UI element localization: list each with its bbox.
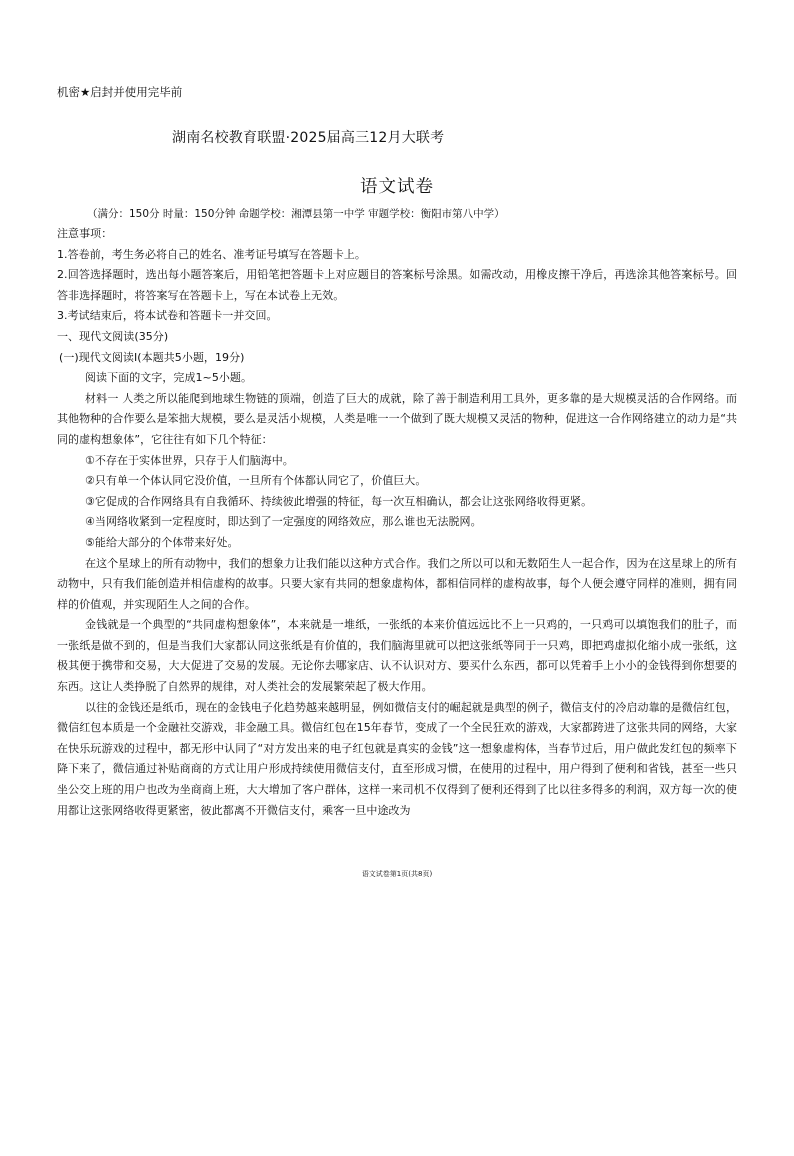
part1-heading: 一、现代文阅读(35分)	[57, 329, 169, 343]
note-item-3: 3.考试结束后，将本试卷和答题卡一并交回。	[57, 309, 278, 323]
subject-title: 语文试卷	[360, 177, 434, 197]
note-item-1: 1.答卷前，考生务必将自己的姓名、准考证号填写在答题卡上。	[57, 247, 366, 261]
notes-heading: 注意事项：	[57, 227, 113, 240]
exam-info: （满分：150分 时量：150分钟 命题学校：湘潭县第一中学 审题学校：衡阳市第八中学）	[87, 208, 505, 220]
exam-body	[57, 224, 737, 821]
page-footer: 语文试卷第1页(共8页)	[361, 870, 433, 878]
feature-item-4: ④当网络收紧到一定程度时，即达到了一定强度的网络效应，那么谁也无法脱网。	[85, 515, 482, 529]
exam-title: 湖南名校教育联盟·2025届高三12月大联考	[172, 130, 445, 146]
feature-item-1: ①不存在于实体世界，只存于人们脑海中。	[85, 453, 294, 467]
feature-item-2: ②只有单一个体认同它没价值，一旦所有个体都认同它了，价值巨大。	[85, 474, 427, 488]
section-subheading: (一)现代文阅读Ⅰ(本题共5小题，19分)	[59, 350, 245, 364]
feature-item-3: ③它促成的合作网络具有自我循环、持续彼此增强的特征，每一次互相确认，都会让这张网络收得更紧。	[85, 494, 593, 508]
material-paragraph-1: 材料一 人类之所以能爬到地球生物链的顶端，创造了巨大的成就，除了善于制造利用工具外，更多靠的是大规模灵活的合作网络。而其他物种的合作要么是笨拙大规模，要么是灵活小规模，人类是唯一一个做到了既大规模又灵活的物种，促进这一合作网络建立的动力是“共同的虚构想象体”，它往往有如下几个特征：	[57, 391, 737, 446]
note-item-2: 2.回答选择题时，选出每小题答案后，用铅笔把答题卡上对应题目的答案标号涂黑。如需改动，用橡皮擦干净后，再选涂其他答案标号。回答非选择题时，将答案写在答题卡上，写在本试卷上无效。	[57, 268, 737, 302]
reading-instruction: 阅读下面的文字，完成1~5小题。	[85, 371, 253, 385]
material-paragraph-2: 在这个星球上的所有动物中，我们的想象力让我们能以这种方式合作。我们之所以可以和无数陌生人一起合作，因为在这星球上的所有动物中，只有我们能创造并相信虚构的故事。只要大家有共同的想象虚构体，都相信同样的虚构故事，每个人便会遵守同样的准则，拥有同样的价值观，并实现陌生人之间的合作。	[57, 556, 737, 611]
material-paragraph-3: 金钱就是一个典型的“共同虚构想象体”，本来就是一堆纸，一张纸的本来价值远远比不上一只鸡的，一只鸡可以填饱我们的肚子，而一张纸是做不到的，但是当我们大家都认同这张纸是有价值的，我们脑海里就可以把这张纸等同于一只鸡，即把鸡虚拟化缩小成一张纸，这极其便于携带和交易，大大促进了交易的发展。无论你去哪家店、认不认识对方、要买什么东西，都可以凭着手上小小的金钱得到你想要的东西。这让人类挣脱了自然界的规律，对人类社会的发展繁荣起了极大作用。	[57, 618, 737, 694]
material-paragraph-4: 以往的金钱还是纸币，现在的金钱电子化趋势越来越明显，例如微信支付的崛起就是典型的例子，微信支付的冷启动靠的是微信红包，微信红包本质是一个金融社交游戏，非金融工具。微信红包在15年春节，变成了一个全民狂欢的游戏，大家都跨进了这张共同的网络，大家在快乐玩游戏的过程中，都无形中认同了“对方发出来的电子红包就是真实的金钱”这一想象虚构体，当春节过后，用户做此发红包的频率下降下来了，微信通过补贴商商的方式让用户形成持续使用微信支付，直至形成习惯，在使用的过程中，用户得到了便利和省钱，甚至一些只坐公交上班的用户也改为坐商商上班，大大增加了客户群体，这样一来司机不仅得到了便利还得到了比以往多得多的利润，双方每一次的使用都让这张网络收得更紧密，彼此都离不开微信支付，乘客一旦中途改为	[57, 700, 737, 817]
feature-item-5: ⑤能给大部分的个体带来好处。	[85, 535, 239, 549]
confidential-label: 机密★启封并使用完毕前	[57, 85, 183, 99]
